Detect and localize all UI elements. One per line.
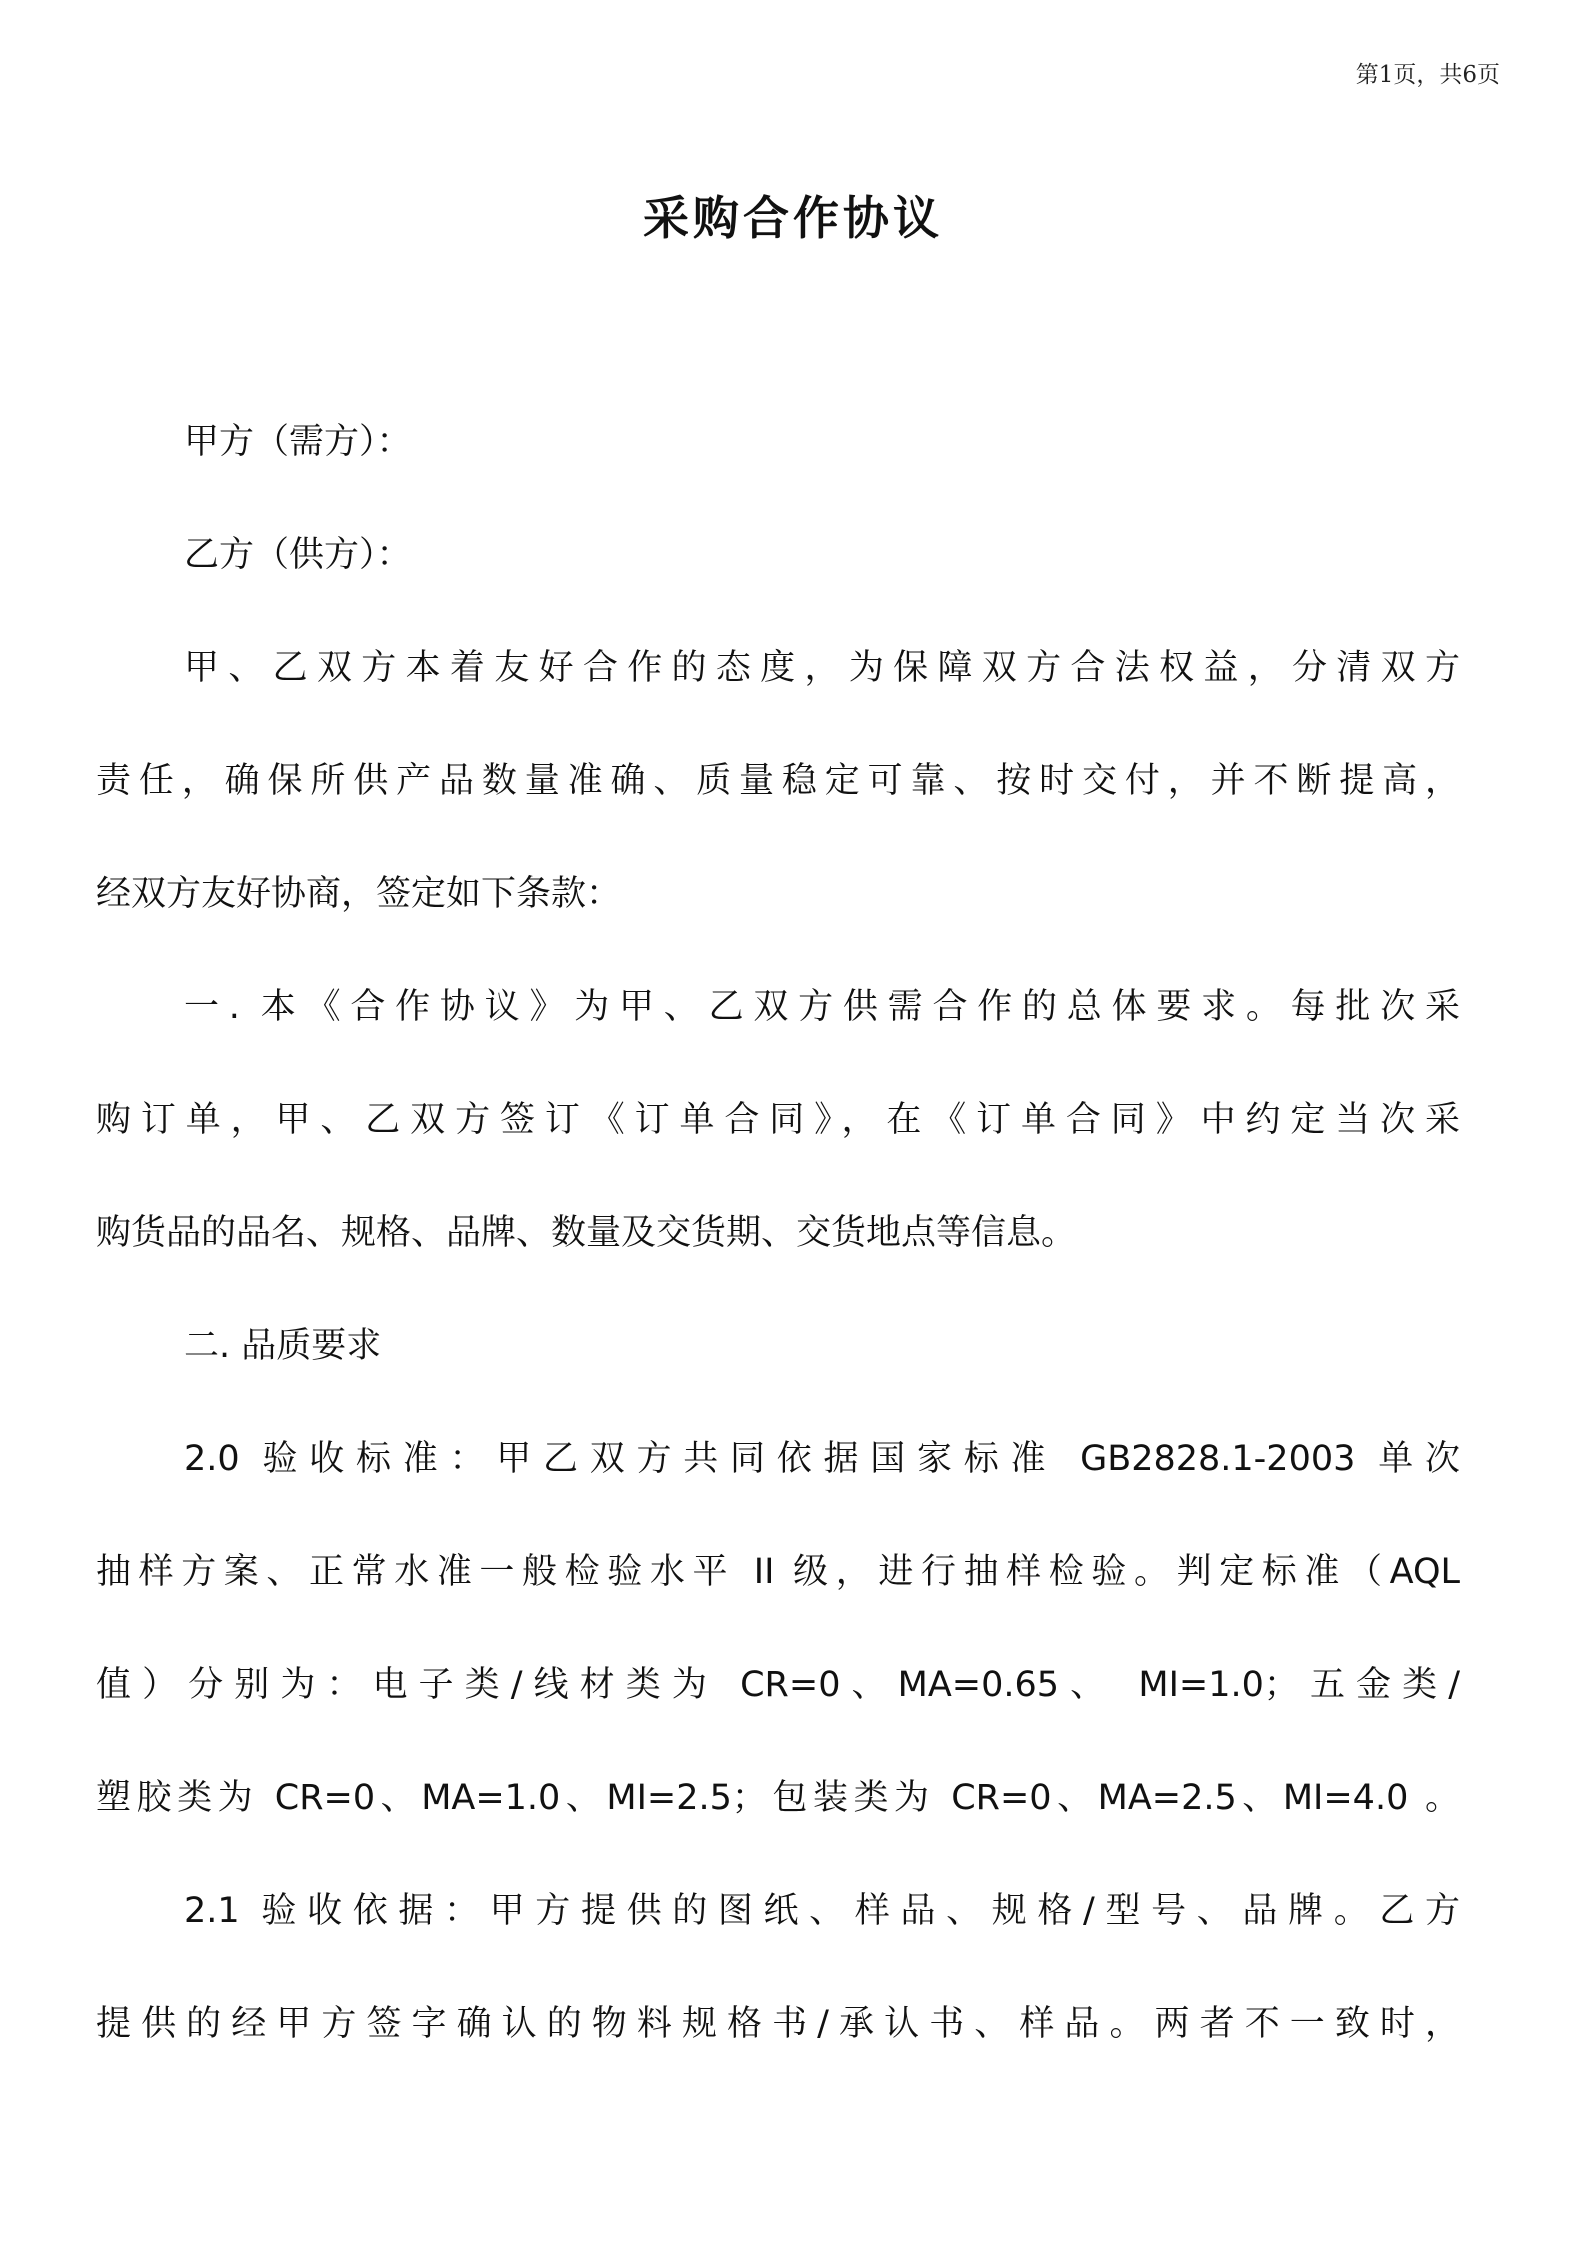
clause-1-line-3: 购货品的品名、规格、品牌、数量及交货期、交货地点等信息。 [96,1213,1077,1253]
clause-2-1-line-1: 2.1 验收依据：甲方提供的图纸、样品、规格/型号、品牌。乙方 [184,1891,1460,1931]
document-body [96,412,1460,2107]
clause-2-0-line-2: 抽样方案、正常水准一般检验水平 II 级，进行抽样检验。判定标准（AQL [96,1552,1460,1592]
clause-2-0-line-4: 塑胶类为 CR=0、MA=1.0、MI=2.5；包装类为 CR=0、MA=2.5、MI=4.0 。 [96,1778,1460,1818]
clause-1-line-2: 购订单，甲、乙双方签订《订单合同》，在《订单合同》中约定当次采 [96,1100,1460,1140]
clause-2-0-line-3: 值）分别为：电子类/线材类为 CR=0、MA=0.65、 MI=1.0；五金类/ [96,1665,1460,1705]
clause-2-heading: 二. 品质要求 [184,1326,382,1366]
party-a-line: 甲方（需方）： [184,422,412,462]
clause-2-1-line-2: 提供的经甲方签字确认的物料规格书/承认书、样品。两者不一致时， [96,2004,1460,2044]
preamble-line-1: 甲、乙双方本着友好合作的态度，为保障双方合法权益，分清双方 [184,648,1460,688]
party-b-line: 乙方（供方）： [184,535,412,575]
page-number: 第1页，共6页 [1355,62,1500,88]
clause-1-line-1: 一. 本《合作协议》为甲、乙双方供需合作的总体要求。每批次采 [184,987,1460,1027]
document-title: 采购合作协议 [643,191,943,245]
preamble-line-2: 责任，确保所供产品数量准确、质量稳定可靠、按时交付，并不断提高， [96,761,1460,801]
clause-2-0-line-1: 2.0 验收标准：甲乙双方共同依据国家标准 GB2828.1-2003 单次 [184,1439,1460,1479]
preamble-line-3: 经双方友好协商，签定如下条款： [96,874,622,914]
